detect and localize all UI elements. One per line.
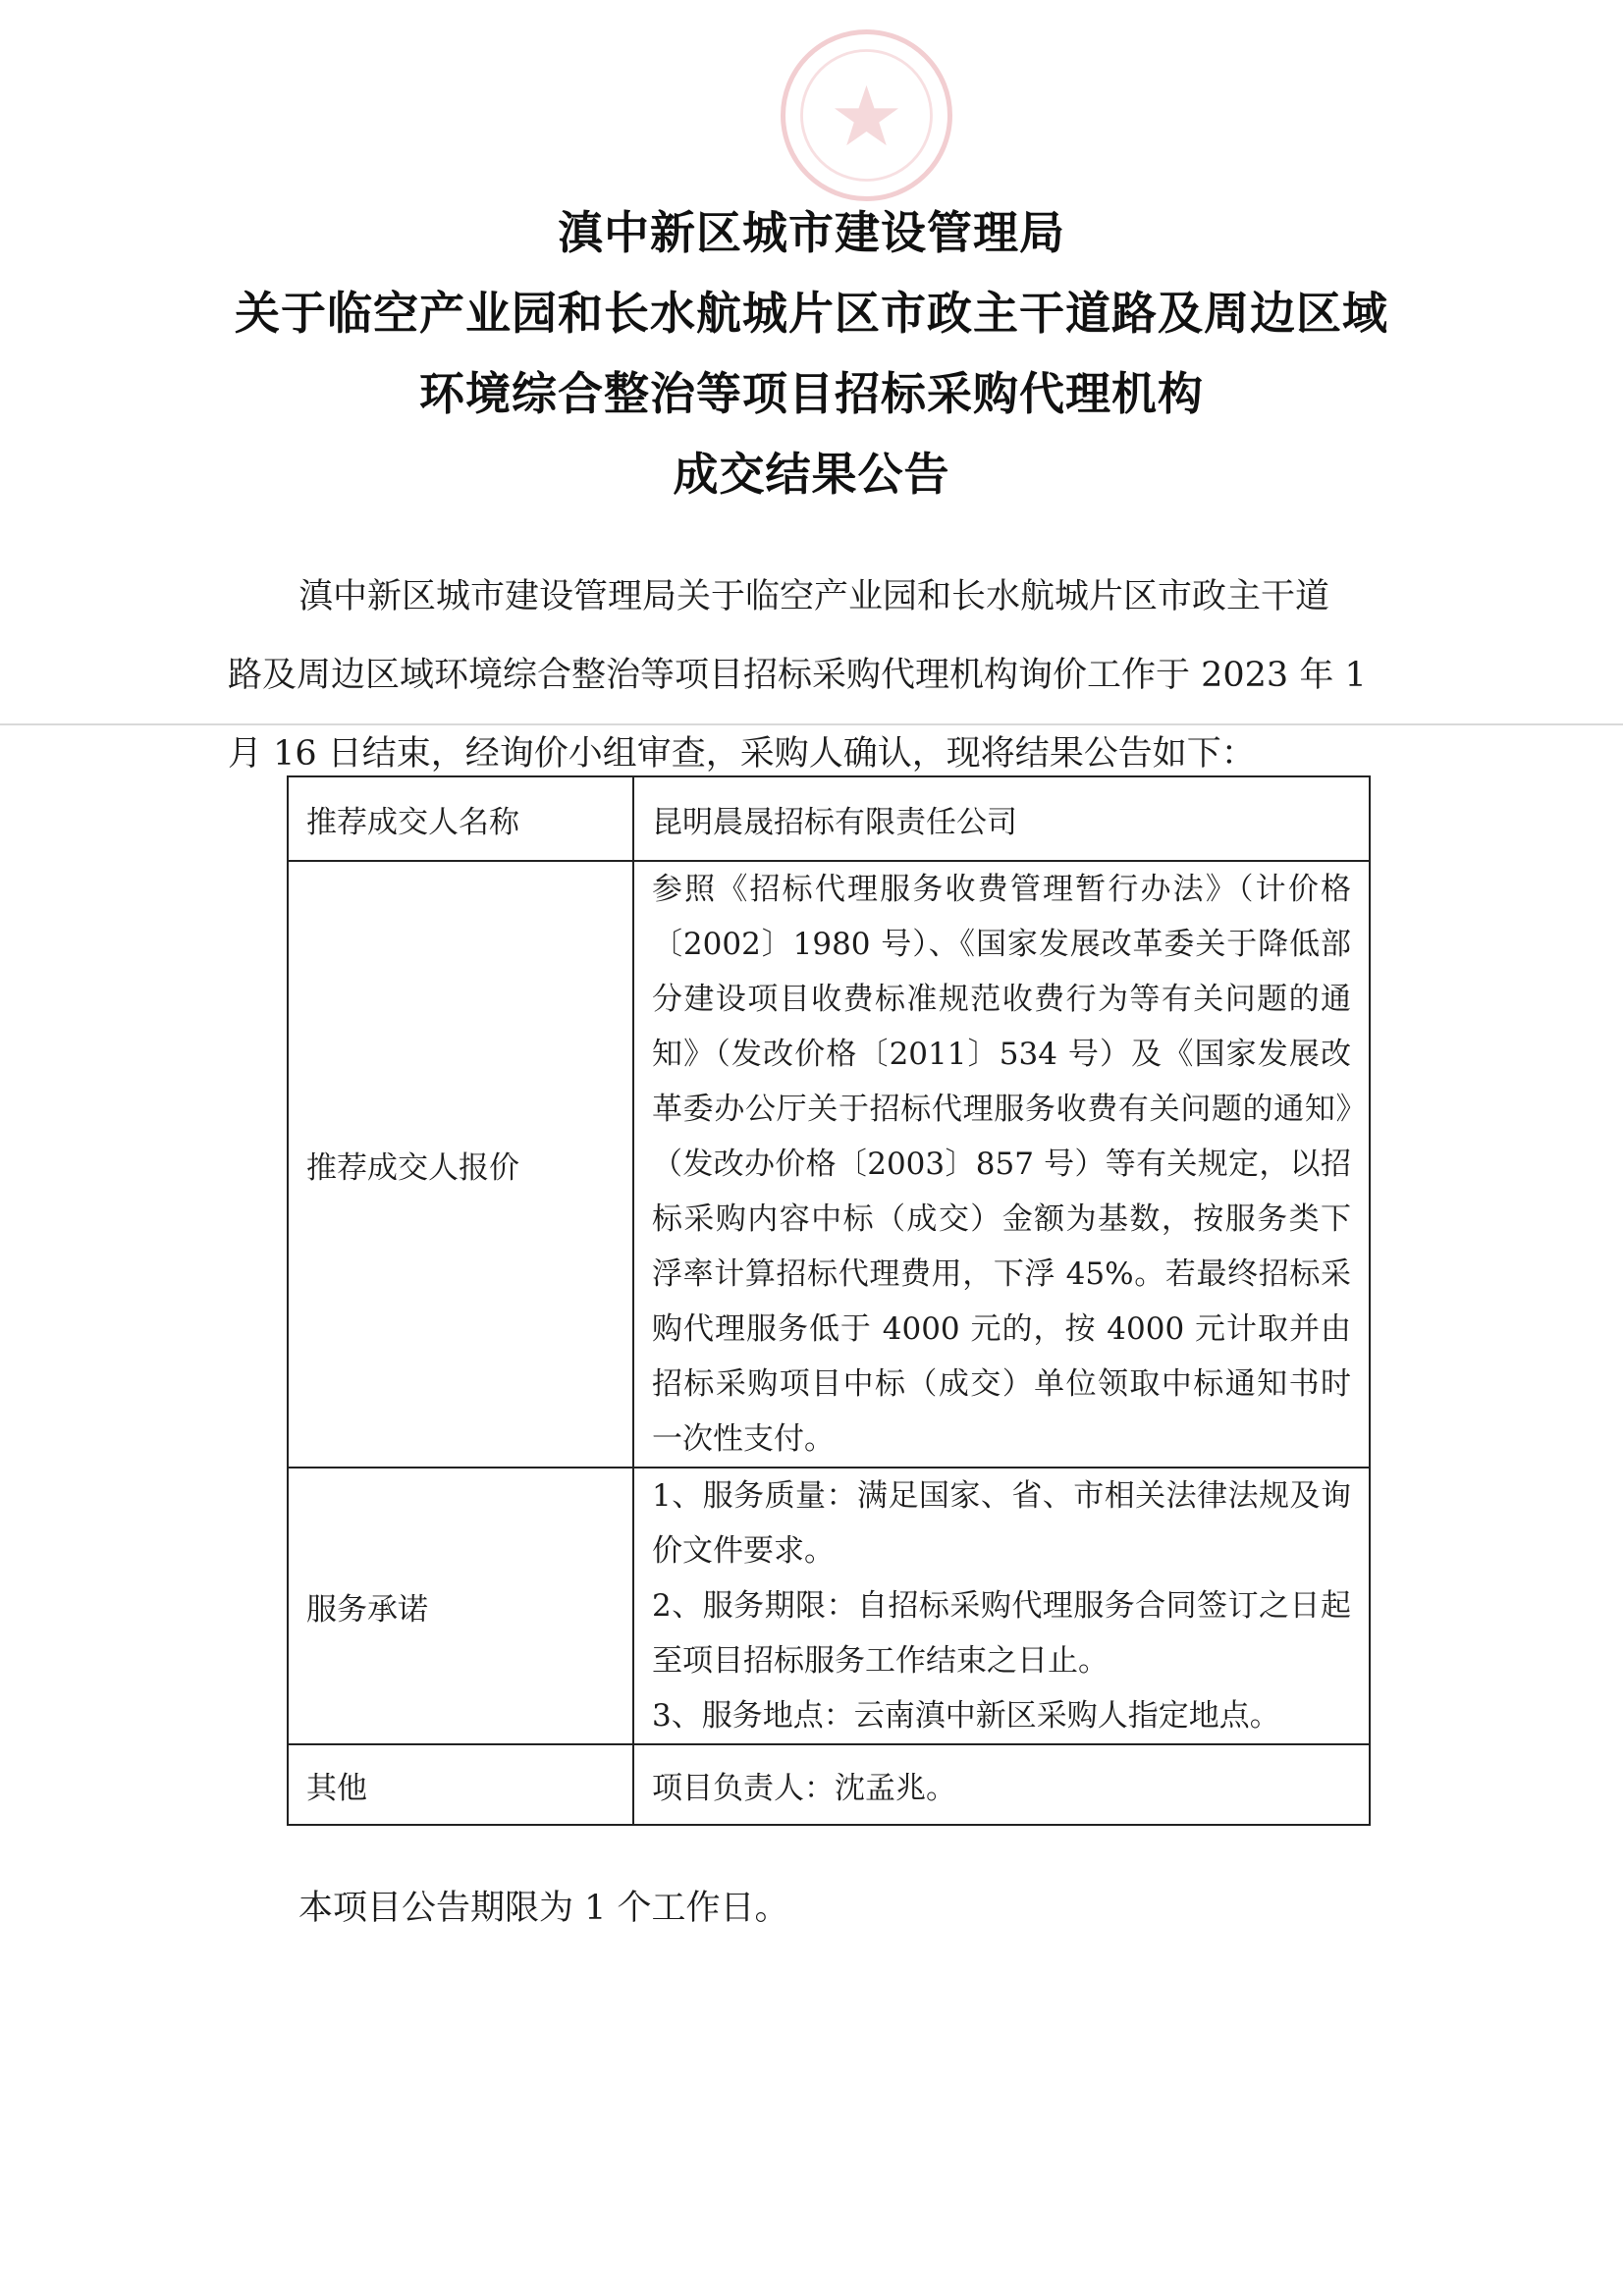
table-row <box>288 1744 1370 1825</box>
row-value-winner-quote: 参照《招标代理服务收费管理暂行办法》（计价格〔2002〕1980 号）、《国家发展改革委关于降低部分建设项目收费标准规范收费行为等有关问题的通知》（发改价格〔2011〕534 号）及《国家发展改革委办公厅关于招标代理服务收费有关问题的通知》（发改办价格〔2003〕857 号）等有关规定，以招标采购内容中标（成交）金额为基数，按服务类下浮率计算招标代理费用，下浮 45%。若最终招标采购代理服务低于 4000 元的，按 4000 元计取并由招标采购项目中标（成交）单位领取中标通知书时一次性支付。 <box>652 872 1351 1457</box>
table-row <box>288 776 1370 861</box>
notice-title <box>0 192 1623 514</box>
intro-line-2: 路及周边区域环境综合整治等项目招标采购代理机构询价工作于 2023 年 1 <box>228 656 1367 695</box>
row-label-winner-quote: 推荐成交人报价 <box>288 861 633 1468</box>
row-value-other: 项目负责人：沈孟兆。 <box>633 1744 1370 1825</box>
service-item-location: 3、服务地点：云南滇中新区采购人指定地点。 <box>652 1698 1280 1734</box>
title-line-3: 环境综合整治等项目招标采购代理机构 <box>419 367 1204 420</box>
title-line-2: 关于临空产业园和长水航城片区市政主干道路及周边区域 <box>235 287 1388 340</box>
title-line-4: 成交结果公告 <box>673 448 950 501</box>
official-seal-icon <box>781 29 952 201</box>
row-value-service-commitment <box>633 1468 1370 1744</box>
table-row <box>288 861 1370 1468</box>
row-label-service-commitment: 服务承诺 <box>288 1468 633 1744</box>
table-row <box>288 1468 1370 1744</box>
row-label-other: 其他 <box>288 1744 633 1825</box>
intro-paragraph <box>228 558 1435 793</box>
service-item-period: 2、服务期限：自招标采购代理服务合同签订之日起至项目招标服务工作结束之日止。 <box>652 1588 1351 1679</box>
intro-line-3: 月 16 日结束，经询价小组审查，采购人确认，现将结果公告如下： <box>228 734 1256 774</box>
service-item-quality: 1、服务质量：满足国家、省、市相关法律法规及询价文件要求。 <box>652 1478 1351 1569</box>
announcement-period-note: 本项目公告期限为 1 个工作日。 <box>298 1889 789 1928</box>
row-label-winner-name: 推荐成交人名称 <box>288 776 633 861</box>
title-line-1: 滇中新区城市建设管理局 <box>558 206 1065 259</box>
row-value-winner-name: 昆明晨晟招标有限责任公司 <box>633 776 1370 861</box>
intro-line-1: 滇中新区城市建设管理局关于临空产业园和长水航城片区市政主干道 <box>298 577 1330 616</box>
seal-star-icon <box>785 34 947 196</box>
result-table <box>287 775 1371 1826</box>
